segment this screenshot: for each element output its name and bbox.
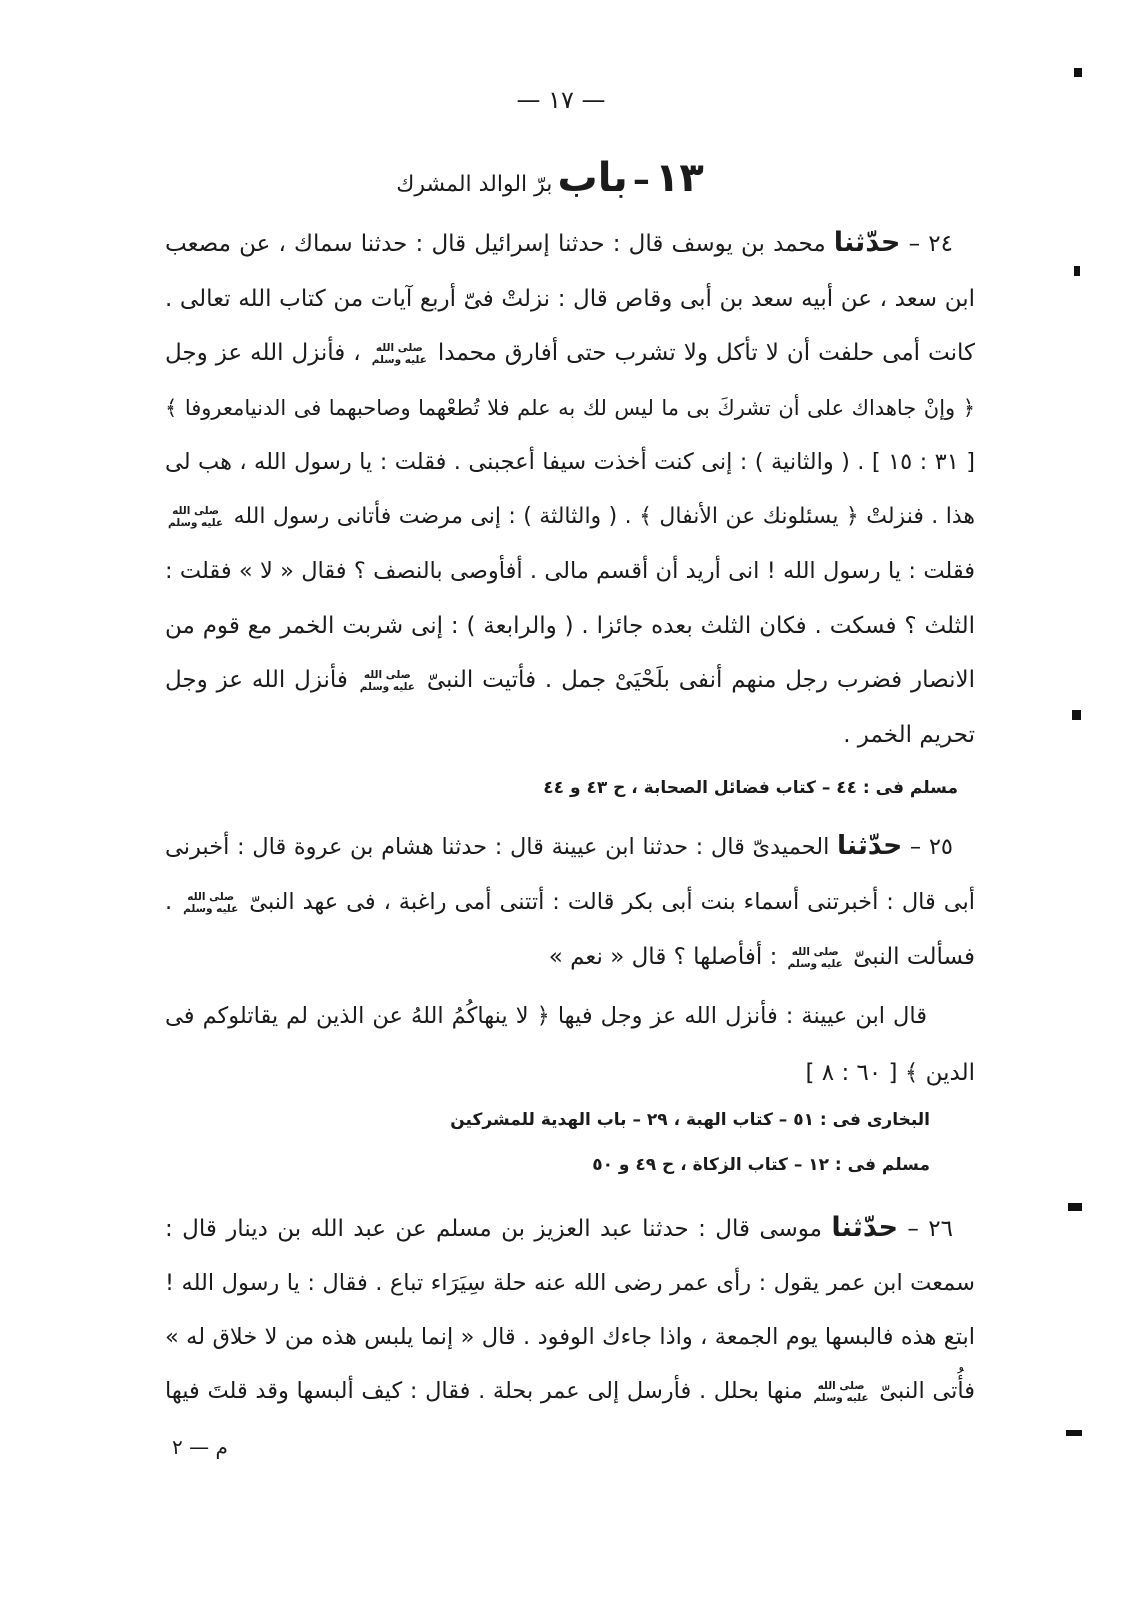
line-text: ابتع هذه فالبسها يوم الجمعة ، واذا جاءك الوفود . قال « إنما يلبس هذه من لا خلاق له » <box>165 1324 975 1350</box>
scan-mark <box>1074 266 1080 276</box>
hadith-keyword: حدّثنا <box>837 830 903 861</box>
line-text: : أفأصلها ؟ قال « نعم » <box>548 944 778 970</box>
salawat-ligature <box>813 1380 868 1404</box>
salawat-bottom: عليه وسلم <box>787 957 843 970</box>
text-line <box>165 1256 975 1310</box>
text-line <box>165 875 975 930</box>
salawat-bottom: عليه وسلم <box>183 902 239 915</box>
text-line <box>165 1045 975 1102</box>
hadith-keyword: حدّثنا <box>831 1212 899 1243</box>
line-text: أبى قال : أخبرتنى أسماء بنت أبى بكر قالت : أتتنى أمى راغبة ، فى عهد النبىّ <box>249 889 975 915</box>
line-text: هذا . فنزلتْ ﴿ يسئلونك عن الأنفال ﴾ . ( والثالثة ) : إنى مرضت فأتانى رسول الله <box>233 503 975 529</box>
line-text: الحميدىّ قال : حدثنا ابن عيينة قال : حدثنا هشام بن عروة قال : أخبرنى <box>165 834 830 860</box>
salawat-bottom: عليه وسلم <box>813 1391 869 1404</box>
hadith-keyword: حدّثنا <box>833 227 901 258</box>
salawat-top: صلى الله <box>363 668 411 681</box>
text-line <box>165 381 975 436</box>
line-text: منها بحلل . فأرسل إلى عمر بحلة . فقال : كيف ألبسها وقد قلتَ فيها <box>165 1378 803 1404</box>
chapter-title: برّ الوالد المشرك <box>396 172 553 197</box>
text-line <box>165 326 975 381</box>
hadith-24 <box>165 216 975 762</box>
salawat-ligature <box>183 891 238 915</box>
chapter-heading <box>300 150 800 214</box>
line-text: سمعت ابن عمر يقول : رأى عمر رضى الله عنه حلة سِيَرَاء تباع . فقال : يا رسول الله ! <box>165 1270 975 1296</box>
salawat-bottom: عليه وسلم <box>168 516 224 529</box>
salawat-top: صلى الله <box>375 341 423 354</box>
footnote-line: مسلم فى : ٤٤ – كتاب فضائل الصحابة ، ح ٤٣ و ٤٤ <box>543 778 958 798</box>
line-text: الثلث ؟ فسكت . فكان الثلث بعده جائزا . ( والرابعة ) : إنى شربت الخمر مع قوم من <box>165 612 975 639</box>
text-line <box>165 544 975 599</box>
text-line <box>165 216 975 272</box>
line-text: فأنزل الله عز وجل <box>165 667 348 693</box>
salawat-top: صلى الله <box>791 945 839 958</box>
chapter-label: باب <box>557 155 628 201</box>
chapter-number: ١٣ <box>654 155 704 201</box>
text-line <box>165 272 975 327</box>
line-text: [ ٣١ : ١٥ ] . ( والثانية ) : إنى كنت أخذت سيفا أعجبنى . فقلت : يا رسول الله ، هب لى <box>165 449 975 475</box>
line-text: تحريم الخمر . <box>843 721 975 748</box>
page-signature: م — ٢ <box>172 1435 228 1459</box>
text-line <box>165 1310 975 1364</box>
line-text: قال ابن عيينة : فأنزل الله عز وجل فيها ﴿ لا ينهاكُمُ اللهُ عن الذين لم يقاتلوكم فى <box>165 1003 927 1029</box>
hadith-25 <box>165 818 975 985</box>
hadith-number: ٢٥ – <box>909 834 953 860</box>
text-line <box>165 490 975 545</box>
line-text: كانت أمى حلفت أن لا تأكل ولا تشرب حتى أفارق محمدا <box>437 340 975 366</box>
hadith-26 <box>165 1201 975 1418</box>
line-text: فقلت : يا رسول الله ! انى أريد أن أقسم مالى . أفأوصى بالنصف ؟ فقال « لا » فقلت : <box>165 558 975 584</box>
line-text: الدين ﴾ [ ٦٠ : ٨ ] <box>805 1060 975 1086</box>
footnote-line: البخارى فى : ٥١ – كتاب الهبة ، ٢٩ – باب الهدية للمشركين <box>450 1110 930 1130</box>
footnote-line: مسلم فى : ١٢ – كتاب الزكاة ، ح ٤٩ و ٥٠ <box>592 1155 930 1175</box>
salawat-top: صلى الله <box>817 1379 865 1392</box>
line-text: فأُتى النبىّ <box>879 1378 975 1404</box>
scan-mark <box>1074 68 1082 77</box>
salawat-ligature <box>788 946 843 970</box>
text-line <box>165 708 975 763</box>
text-line <box>165 653 975 708</box>
text-line <box>165 988 975 1045</box>
text-line <box>165 435 975 490</box>
salawat-top: صلى الله <box>172 504 220 517</box>
quran-verse: ﴿ وإنْ جاهداك على أن تشركَ بى ما ليس لك به علم فلا تُطعْهما وصاحبهما فى الدنيامعروفا ﴾ <box>165 395 975 420</box>
hadith-25-note <box>165 988 975 1102</box>
scan-mark <box>1068 1203 1082 1211</box>
text-line <box>165 599 975 654</box>
text-line <box>165 818 975 875</box>
salawat-bottom: عليه وسلم <box>359 680 415 693</box>
line-text: ، فأنزل الله عز وجل <box>165 340 361 366</box>
hadith-number: ٢٤ – <box>908 231 953 257</box>
line-text: . <box>165 889 173 915</box>
text-line <box>165 930 975 985</box>
line-text: فسألت النبىّ <box>853 944 975 970</box>
salawat-bottom: عليه وسلم <box>371 353 427 366</box>
salawat-top: صلى الله <box>187 890 235 903</box>
scan-mark <box>1066 1430 1082 1436</box>
source-footnote <box>165 1098 975 1188</box>
text-line <box>165 1201 975 1256</box>
line-text: موسى قال : حدثنا عبد العزيز بن مسلم عن عبد الله بن دينار قال : <box>165 1216 822 1242</box>
salawat-ligature <box>360 669 415 693</box>
scan-mark <box>1072 710 1081 720</box>
salawat-ligature <box>372 342 427 366</box>
line-text: محمد بن يوسف قال : حدثنا إسرائيل قال : حدثنا سماك ، عن مصعب <box>165 231 826 257</box>
salawat-ligature <box>168 505 223 529</box>
source-footnote <box>165 773 975 803</box>
text-line <box>165 1364 975 1418</box>
chapter-dash: – <box>632 160 650 200</box>
page-number: — ١٧ — <box>516 86 606 114</box>
line-text: الانصار فضرب رجل منهم أنفى بلَحْيَىْ جمل . فأتيت النبىّ <box>426 667 975 693</box>
line-text: ابن سعد ، عن أبيه سعد بن أبى وقاص قال : نزلتْ فىّ أربع آيات من كتاب الله تعالى . <box>165 285 975 312</box>
hadith-number: ٢٦ – <box>907 1216 954 1242</box>
